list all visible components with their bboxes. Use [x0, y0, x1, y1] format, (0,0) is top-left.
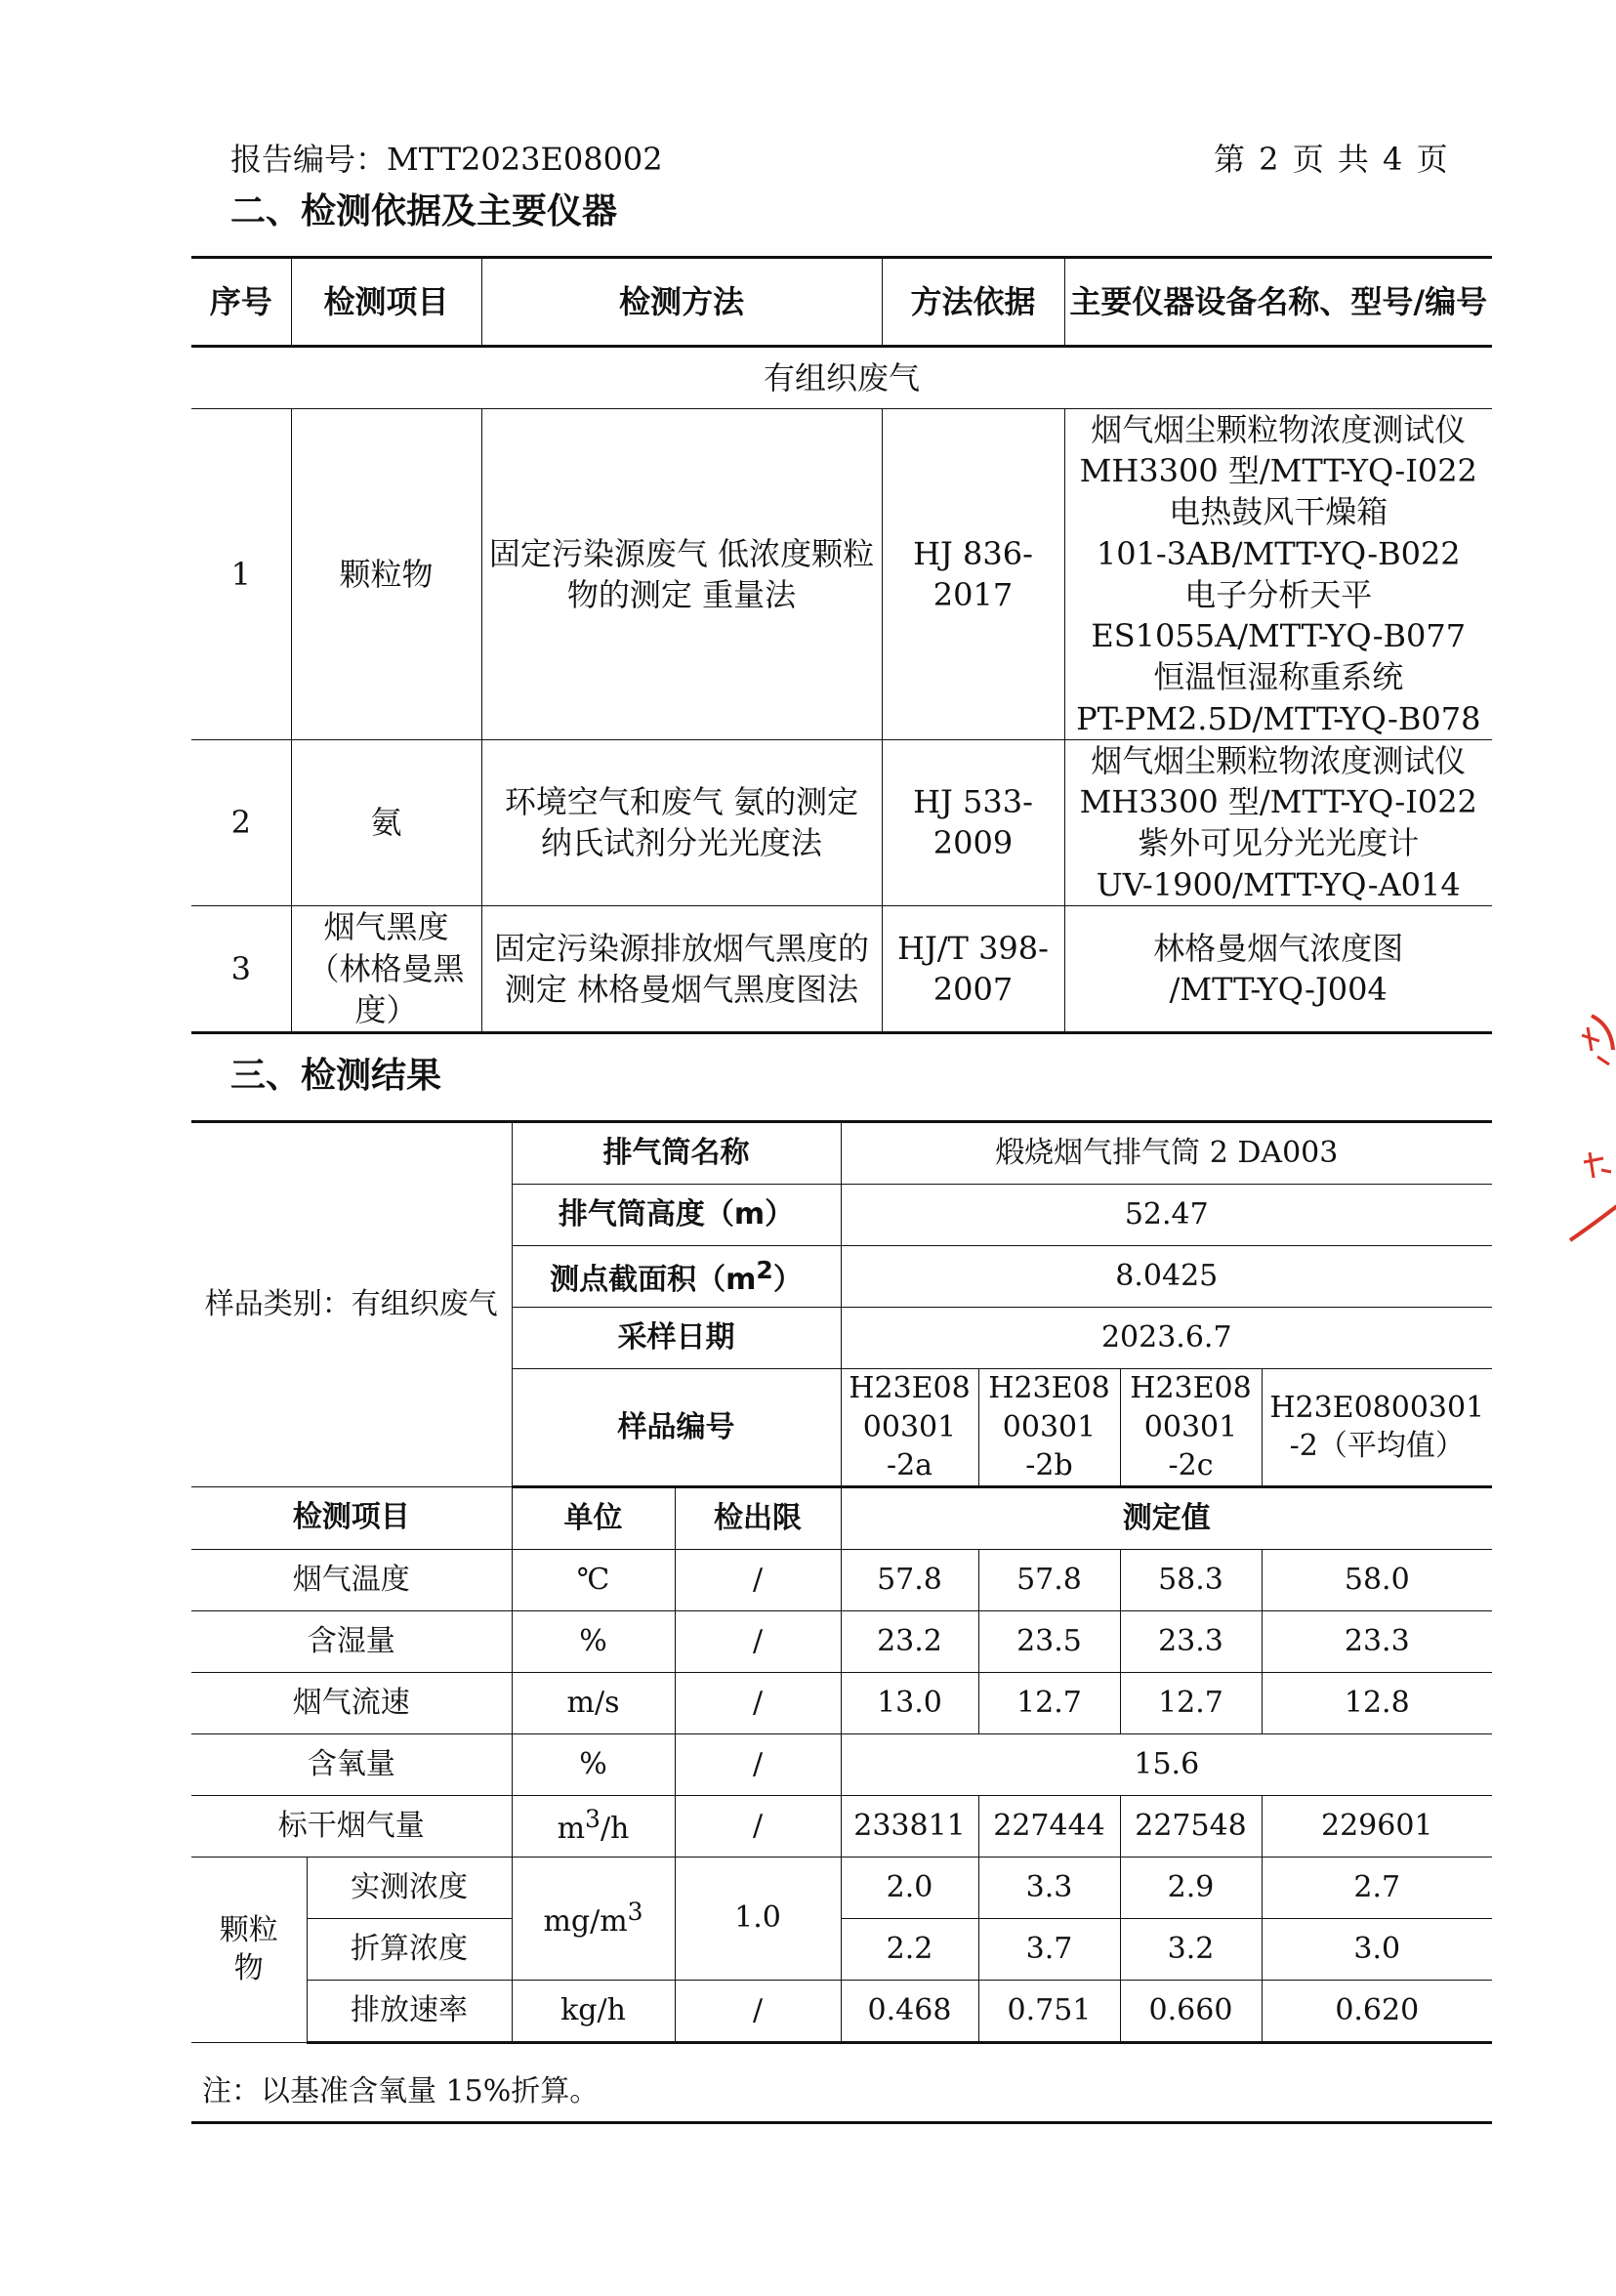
- row-no: 1: [191, 409, 291, 740]
- instrument-line: 101-3AB/MTT-YQ-B022: [1096, 534, 1461, 572]
- results-table: [191, 1120, 1492, 2044]
- result-value: 3.3: [978, 1857, 1120, 1918]
- sample-no: H23E08 00301 -2b: [978, 1369, 1120, 1487]
- result-value: 0.751: [978, 1980, 1120, 2042]
- result-value: 229601: [1262, 1795, 1492, 1857]
- section3-title: 三、检测结果: [230, 1056, 442, 1096]
- result-row: [191, 1980, 1492, 2042]
- result-value: 227444: [978, 1795, 1120, 1857]
- instrument-line: /MTT-YQ-J004: [1169, 970, 1388, 1008]
- col-header-item: 检测项目: [191, 1486, 512, 1549]
- row-instruments: [1064, 409, 1492, 740]
- sample-no: H23E08 00301 -2a: [841, 1369, 978, 1487]
- sample-no-label: 样品编号: [512, 1369, 841, 1487]
- instrument-line: PT-PM2.5D/MTT-YQ-B078: [1076, 699, 1481, 737]
- result-item: 排放速率: [307, 1980, 512, 2042]
- col-header-limit: 检出限: [675, 1486, 841, 1549]
- instrument-line: 电子分析天平: [1184, 575, 1373, 613]
- category-label: 有组织废气: [191, 347, 1492, 409]
- result-value: 58.3: [1120, 1549, 1262, 1610]
- instrument-line: UV-1900/MTT-YQ-A014: [1096, 865, 1461, 903]
- particulate-group-label: 颗粒 物: [191, 1857, 307, 2042]
- info-value: 52.47: [841, 1185, 1492, 1246]
- info-value: 煅烧烟气排气筒 2 DA003: [841, 1122, 1492, 1185]
- report-number: 报告编号：MTT2023E08002: [230, 141, 663, 178]
- result-value: 12.7: [1120, 1672, 1262, 1733]
- result-value: 23.2: [841, 1610, 978, 1672]
- result-value: 12.7: [978, 1672, 1120, 1733]
- result-unit: $mg/m^3$: [512, 1857, 675, 1980]
- result-value: 233811: [841, 1795, 978, 1857]
- result-unit: ℃: [512, 1549, 675, 1610]
- result-value: 57.8: [978, 1549, 1120, 1610]
- page-number: 第 2 页 共 4 页: [1214, 141, 1450, 178]
- info-label: 采样日期: [512, 1308, 841, 1369]
- col-header-item: 检测项目: [291, 258, 481, 347]
- col-header-basis: 方法依据: [882, 258, 1064, 347]
- result-unit: m/s: [512, 1672, 675, 1733]
- result-value: 13.0: [841, 1672, 978, 1733]
- result-item: 标干烟气量: [191, 1795, 512, 1857]
- result-row: [191, 1549, 1492, 1610]
- result-value: 58.0: [1262, 1549, 1492, 1610]
- result-value: 227548: [1120, 1795, 1262, 1857]
- result-row: [191, 1918, 1492, 1980]
- result-item: 烟气流速: [191, 1672, 512, 1733]
- methods-header-row: [191, 258, 1492, 347]
- result-value: 12.8: [1262, 1672, 1492, 1733]
- result-row: [191, 1795, 1492, 1857]
- instrument-line: MH3300 型/MTT-YQ-I022: [1079, 783, 1477, 821]
- result-unit: %: [512, 1610, 675, 1672]
- info-label: 测点截面积$(m^2)$: [512, 1246, 841, 1308]
- info-label: 排气筒高度（m）: [512, 1185, 841, 1246]
- result-value: 15.6: [841, 1733, 1492, 1795]
- result-row: [191, 1672, 1492, 1733]
- footnote: 注：以基准含氧量 15%折算。: [202, 2074, 600, 2108]
- result-value: 23.3: [1120, 1610, 1262, 1672]
- result-value: 2.9: [1120, 1857, 1262, 1918]
- result-limit: /: [675, 1733, 841, 1795]
- result-unit: kg/h: [512, 1980, 675, 2042]
- sample-no: H23E0800301 -2（平均值）: [1262, 1369, 1492, 1487]
- result-row: [191, 1857, 1492, 1918]
- info-row: [191, 1122, 1492, 1185]
- col-header-no: 序号: [191, 258, 291, 347]
- result-limit: 1.0: [675, 1857, 841, 1980]
- result-value: 57.8: [841, 1549, 978, 1610]
- result-item: 烟气温度: [191, 1549, 512, 1610]
- row-no: 2: [191, 739, 291, 905]
- row-instruments: [1064, 739, 1492, 905]
- result-value: 0.468: [841, 1980, 978, 2042]
- result-item: 实测浓度: [307, 1857, 512, 1918]
- instrument-line: 恒温恒湿称重系统: [1153, 658, 1404, 696]
- result-item: 折算浓度: [307, 1918, 512, 1980]
- instrument-line: 烟气烟尘颗粒物浓度测试仪: [1091, 741, 1467, 779]
- col-header-unit: 单位: [512, 1486, 675, 1549]
- instrument-line: ES1055A/MTT-YQ-B077: [1091, 617, 1467, 655]
- sample-no: H23E08 00301 -2c: [1120, 1369, 1262, 1487]
- result-unit: $m^3/h$: [512, 1795, 675, 1857]
- info-value: 8.0425: [841, 1246, 1492, 1308]
- sample-category: 样品类别：有组织废气: [191, 1122, 512, 1487]
- methods-table: [191, 256, 1492, 1034]
- result-value: 3.0: [1262, 1918, 1492, 1980]
- instrument-line: 烟气烟尘颗粒物浓度测试仪: [1091, 411, 1467, 448]
- instrument-line: MH3300 型/MTT-YQ-I022: [1079, 452, 1477, 490]
- col-header-instruments: 主要仪器设备名称、型号/编号: [1064, 258, 1492, 347]
- row-item: 氨: [291, 739, 481, 905]
- red-seal-fragment: [1562, 1006, 1616, 1270]
- row-basis: HJ/T 398-2007: [882, 905, 1064, 1032]
- footnote-rule: [191, 2121, 1492, 2124]
- row-method: 环境空气和废气 氨的测定 纳氏试剂分光光度法: [481, 739, 882, 905]
- result-value: 3.7: [978, 1918, 1120, 1980]
- row-item: 烟气黑度（林格曼黑度）: [291, 905, 481, 1032]
- result-value: 0.620: [1262, 1980, 1492, 2042]
- method-row: [191, 409, 1492, 740]
- result-row: [191, 1610, 1492, 1672]
- row-no: 3: [191, 905, 291, 1032]
- row-basis: HJ 533-2009: [882, 739, 1064, 905]
- result-limit: /: [675, 1980, 841, 2042]
- category-row: [191, 347, 1492, 409]
- info-label: 排气筒名称: [512, 1122, 841, 1185]
- row-instruments: [1064, 905, 1492, 1032]
- result-limit: /: [675, 1672, 841, 1733]
- instrument-line: 电热鼓风干燥箱: [1169, 493, 1388, 531]
- result-item: 含氧量: [191, 1733, 512, 1795]
- col-header-value: 测定值: [841, 1486, 1492, 1549]
- row-basis: HJ 836-2017: [882, 409, 1064, 740]
- instrument-line: 林格曼烟气浓度图: [1153, 929, 1404, 967]
- result-value: 23.5: [978, 1610, 1120, 1672]
- result-value: 23.3: [1262, 1610, 1492, 1672]
- result-item: 含湿量: [191, 1610, 512, 1672]
- section2-title: 二、检测依据及主要仪器: [230, 191, 618, 231]
- result-value: 2.0: [841, 1857, 978, 1918]
- result-value: 2.2: [841, 1918, 978, 1980]
- row-method: 固定污染源排放烟气黑度的测定 林格曼烟气黑度图法: [481, 905, 882, 1032]
- method-row: [191, 905, 1492, 1032]
- result-value: 2.7: [1262, 1857, 1492, 1918]
- result-limit: /: [675, 1795, 841, 1857]
- result-value: 0.660: [1120, 1980, 1262, 2042]
- result-limit: /: [675, 1610, 841, 1672]
- info-value: 2023.6.7: [841, 1308, 1492, 1369]
- row-item: 颗粒物: [291, 409, 481, 740]
- instrument-line: 紫外可见分光光度计: [1138, 824, 1420, 862]
- row-method: 固定污染源废气 低浓度颗粒物的测定 重量法: [481, 409, 882, 740]
- method-row: [191, 739, 1492, 905]
- result-row: [191, 1733, 1492, 1795]
- col-header-method: 检测方法: [481, 258, 882, 347]
- result-value: 3.2: [1120, 1918, 1262, 1980]
- result-limit: /: [675, 1549, 841, 1610]
- result-unit: %: [512, 1733, 675, 1795]
- results-header-row: [191, 1486, 1492, 1549]
